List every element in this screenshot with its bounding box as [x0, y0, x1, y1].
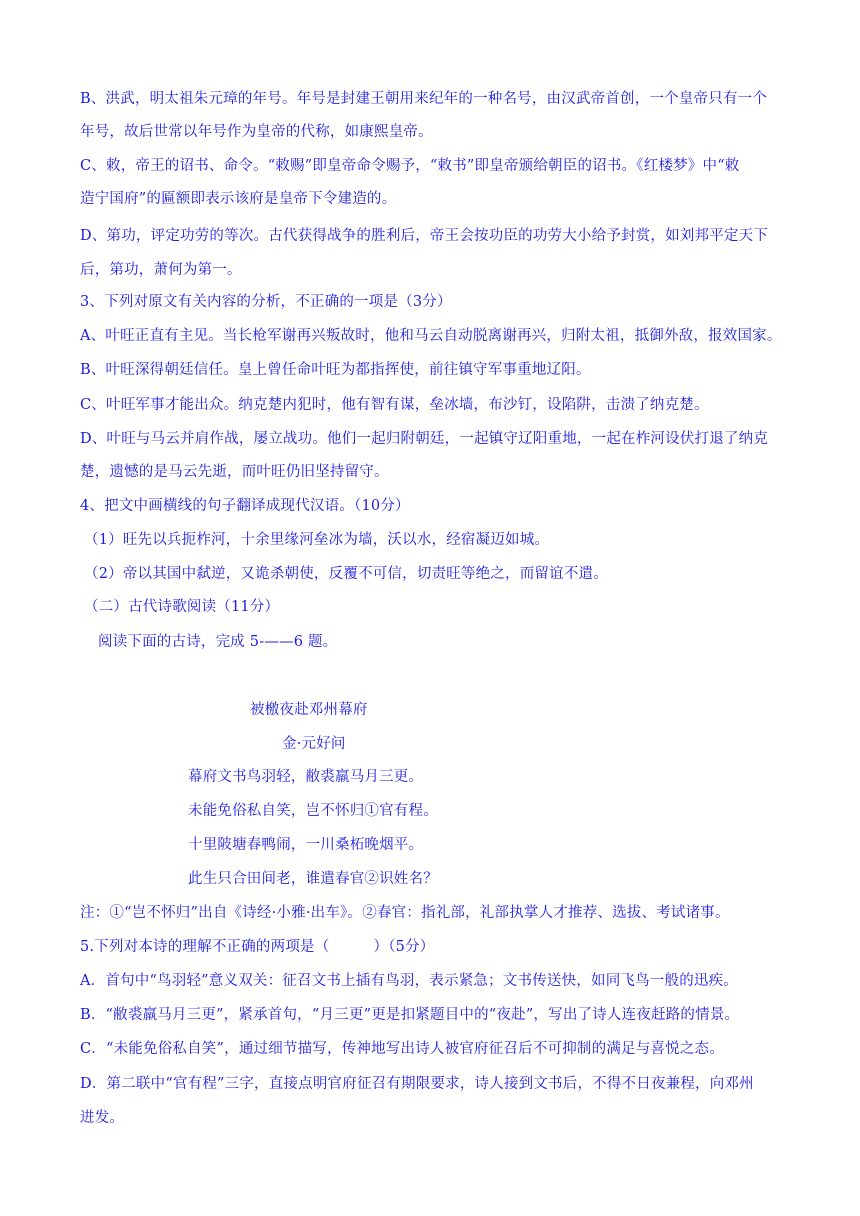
poem-title: 被檄夜赴邓州幕府 — [250, 702, 368, 718]
q5-option-b: B．“敝裘羸马月三更”，紧承首句，“月三更”更是扣紧题目中的“夜赴”，写出了诗人连夜赶路的情景。 — [80, 1007, 740, 1023]
q3-option-a: A、叶旺正直有主见。当长枪军谢再兴叛故时，他和马云自动脱离谢再兴，归附太祖，抵御外敌，报效国家。 — [80, 328, 782, 344]
option-b-line-2: 年号，故后世常以年号作为皇帝的代称，如康熙皇帝。 — [80, 124, 433, 140]
section-heading-poetry: （二）古代诗歌阅读（11分） — [84, 599, 280, 615]
q3-option-d-line-2: 楚，遗憾的是马云先逝，而叶旺仍旧坚持留守。 — [80, 464, 389, 480]
q5-option-d-line-1: D．第二联中“官有程”三字，直接点明官府征召有期限要求，诗人接到文书后，不得不日夜兼程，向邓州 — [80, 1076, 754, 1092]
poem-verse-1: 幕府文书鸟羽轻，敝裘羸马月三更。 — [188, 769, 424, 785]
question-5: 5.下列对本诗的理解不正确的两项是（ ）（5分） — [80, 939, 435, 955]
poem-note: 注：①“岂不怀归”出自《诗经·小雅·出车》。②春官：指礼部，礼部执掌人才推荐、选拔、考试诸事。 — [80, 905, 730, 921]
question-3: 3、下列对原文有关内容的分析，不正确的一项是（3分） — [80, 294, 452, 310]
poem-verse-3: 十里陂塘春鸭闹，一川桑柘晚烟平。 — [188, 837, 424, 853]
question-4: 4、把文中画横线的句子翻译成现代汉语。（10分） — [80, 498, 410, 514]
q5-option-c: C．“未能免俗私自笑”，通过细节描写，传神地写出诗人被官府征召后不可抑制的满足与喜悦之态。 — [80, 1041, 724, 1057]
q5-option-a: A．首句中“鸟羽轻”意义双关：征召文书上插有鸟羽，表示紧急；文书传送快，如同飞鸟一般的迅疾。 — [80, 973, 738, 989]
q5-option-d-line-2: 进发。 — [80, 1110, 125, 1126]
option-d-line-2: 后，第功，萧何为第一。 — [80, 262, 242, 278]
poem-author: 金·元好问 — [282, 736, 346, 752]
option-c-line-2: 造宁国府”的匾额即表示该府是皇帝下令建造的。 — [80, 191, 397, 207]
q4-sentence-1: （1）旺先以兵扼柞河，十余里缘河垒冰为墙，沃以水，经宿凝迈如城。 — [84, 532, 550, 548]
poem-verse-2: 未能免俗私自笑，岂不怀归①官有程。 — [188, 803, 438, 819]
q3-option-c: C、叶旺军事才能出众。纳克楚内犯时，他有智有谋，垒冰墙，布沙钉，设陷阱，击溃了纳克楚。 — [80, 397, 709, 413]
option-c-line-1: C、敕，帝王的诏书、命令。“敕赐”即皇帝命令赐予，“敕书”即皇帝颁给朝臣的诏书。《红楼梦》中“敕 — [80, 158, 740, 174]
option-d-line-1: D、第功，评定功劳的等次。古代获得战争的胜利后，帝王会按功臣的功劳大小给予封赏，如刘邦平定天下 — [80, 228, 769, 244]
q4-sentence-2: （2）帝以其国中弑逆，又诡杀朝使，反覆不可信，切责旺等绝之，而留谊不遣。 — [84, 566, 608, 582]
poem-verse-4: 此生只合田间老，谁遣春官②识姓名？ — [188, 871, 438, 887]
q3-option-d-line-1: D、叶旺与马云并肩作战，屡立战功。他们一起归附朝廷，一起镇守辽阳重地，一起在柞河设伏打退了纳克 — [80, 431, 769, 447]
option-b-line-1: B、洪武，明太祖朱元璋的年号。年号是封建王朝用来纪年的一种名号，由汉武帝首创，一个皇帝只有一个 — [80, 91, 768, 107]
poetry-instruction: 阅读下面的古诗，完成 5-——6 题。 — [98, 634, 338, 650]
q3-option-b: B、叶旺深得朝廷信任。皇上曾任命叶旺为都指挥使，前往镇守军事重地辽阳。 — [80, 362, 591, 378]
